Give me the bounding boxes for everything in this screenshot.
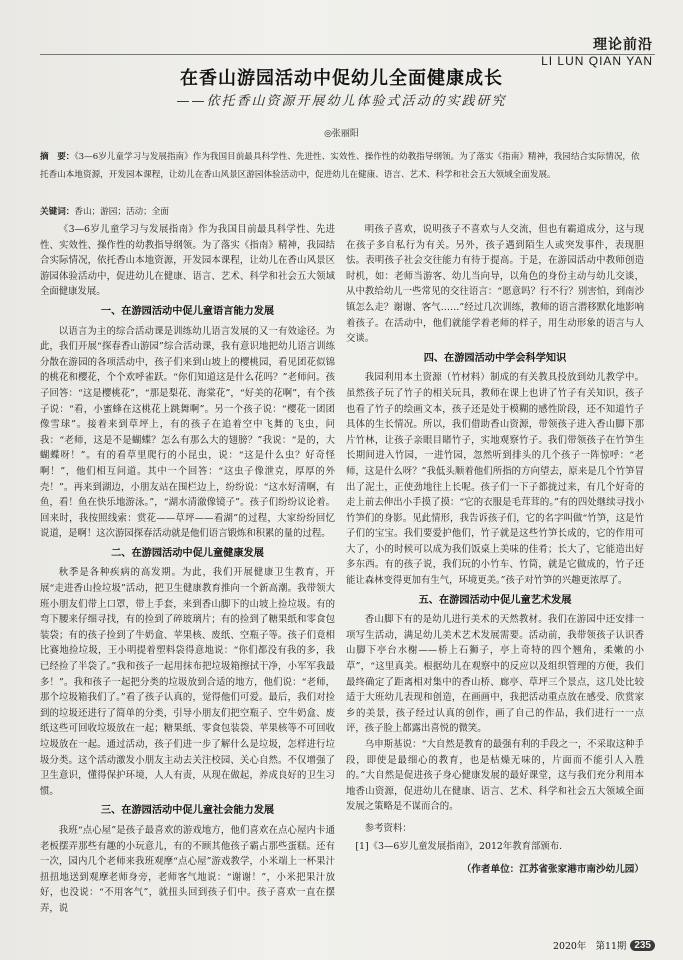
abstract-label: 摘 要：: [40, 152, 75, 162]
references-heading: 参考资料：: [364, 822, 412, 834]
conclusion-paragraph: 乌申斯基说：“大自然是教育的最强有利的手段之一，不采取这种手段，即使是最细心的教育，也是枯燥无味的，片面而不能引人入胜的。”大自然是促进孩子身心健康发展的最好课堂，这与我们充分利用本地香山资源，促进幼儿在健康、语言、艺术、科学和社会五大领域全面发展之策略是不谋而合的。: [346, 739, 644, 813]
abstract: [40, 148, 648, 184]
issue-label: 2020年 第11期: [553, 941, 627, 952]
abstract-text: 《3—6岁儿童学习与发展指南》作为我国目前最具科学性、先进性、实效性、操作性的幼教指导纲领。为了落实《指南》精神，我园结合实际情况，依托香山本地资源，开发园本课程，让幼儿在香山风景区游园体验活动中，促进幼儿在健康、语言、艺术、科学和社会五大领域全面发展。: [40, 152, 640, 180]
left-column: [40, 222, 335, 917]
article-subtitle: ——依托香山资源开展幼儿体验式活动的实践研究: [176, 94, 507, 109]
section-4-heading: 四、在游园活动中学会科学知识: [423, 352, 567, 364]
section-2-paragraph: 秋季是各种疾病的高发期。为此，我们开展健康卫生教育，开展“走进香山捡垃圾”活动，把卫生健康教育推向一个新高潮。我带领大班小朋友们带上口罩，带上手套，来到香山脚下的山坡上捡垃圾。有的弯下腰来仔细寻找，有的捡到了碎玻璃片；有的捡到了糖果纸和零食包装袋；有的孩子捡到了牛奶盒、苹果核、废纸、空瓶子等。孩子们竟相比赛地捡垃圾，王小明提着塑料袋得意地说：“你们都没有我的多，我已经捡了半袋了。”我和孩子一起用抹布把垃圾箱擦拭干净，小军军我最多！”。我和孩子一起把分类的垃圾放到合适的地方，他们说：“老师，那个垃圾箱我们了。”看了孩子认真的，觉得他们可爱。最后，我们对捡到的垃圾还进行了简单的分类，引导小朋友们把空瓶子、空牛奶盒、废纸这些可回收垃圾放在一起；糖果纸、零食包装袋、苹果核等不可回收垃圾放在一起。通过活动，孩子们进一步了解什么是垃圾，怎样进行垃圾分类。这个活动激发小朋友主动去关注校园、关心自然。不仅增强了卫生意识，懂得保护环境，人人有责，从现在做起，养成良好的卫生习惯。: [40, 567, 335, 797]
article-author: ◎张丽阳: [324, 129, 359, 139]
column-header-cn: 理论前沿: [593, 37, 653, 53]
keywords-text: 香山；游园；活动；全面: [74, 207, 169, 217]
section-1-paragraph: 以语言为主的综合活动课是训练幼儿语言发展的又一有效途径。为此，我们开展“探春香山游园”综合活动课，我有意识地把幼儿语言训练分散在游园的各项活动中，孩子们来到山坡上的樱桃园，看见团花似锦的桃花和樱花，个个欢呼雀跃。“你们知道这是什么花吗？”老师问。孩子回答：“这是樱桃花”，“那是梨花、海棠花”，“好美的花啊”，有个孩子说：“看，小蜜蜂在这桃花上跳舞啊”。另一个孩子说：“樱花一团团像雪球”。接着来到草坪上，有的孩子在追着空中飞舞的飞虫，问我：“老师，这是不是蝴蝶？怎么有那么大的翅膀？”我说：“是的，大蝴蝶呀！”。有的看草里爬行的小昆虫，说：“这是什么虫？好奇怪啊！”，他们相互问道。其中一个回答：“这虫子像泄克，厚厚的外壳！”。再来到湖边，小朋友站在围栏边上，纷纷说：“这水好清啊，有鱼，看！鱼在快乐地游泳。”，“湖水清澈像镜子”。孩子们纷纷议论着。回来时，我按照线索：赏花——草坪——看湖”的过程，大家纷纷回忆说道，是啊！这次游园探春活动就是他们语言锻炼和积累的量的过程。: [40, 325, 335, 540]
page-footer: [553, 938, 655, 952]
author-unit: （作者单位：江苏省张家港市南沙幼儿园）: [461, 864, 644, 876]
section-3-continued-paragraph: 明孩子喜欢，说明孩子不喜欢与人交流，但也有霸道成分，这与现在孩子多自私行为有关。另外，孩子遇到陌生人或突发事件，表现胆怯。表明孩子社会交往能力有待于提高。于是，在游园活动中教师创造时机，如：老师当游客、幼儿当向导，以角色的身份主动与幼儿交谈，从中教给幼儿一些常见的交往语言：“愿意吗？行不行？别害怕，到南沙镇怎么走？谢谢、客气……”经过几次训练，教师的语言潜移默化地影响着孩子。在活动中，他们就能学着老师的样子，用生动形象的语言与人交谈。: [346, 224, 644, 345]
page-number: 235: [630, 940, 655, 951]
section-1-heading: 一、在游园活动中促儿童语言能力发展: [100, 305, 275, 317]
keywords-label: 关键词：: [40, 207, 75, 217]
intro-paragraph: 《3—6岁儿童学习与发展指南》作为我国目前最具科学性、先进性、实效性、操作性的幼教指导纲领。为了落实《指南》精神，我园结合实际情况，依托香山本地资源，开发园本课程，让幼儿在香山风景区游园体验活动中，促进幼儿在健康、语言、艺术、科学和社会五大领域全面健康发展。: [40, 224, 335, 298]
keywords: [40, 205, 648, 217]
section-5-heading: 五、在游园活动中促儿童艺术发展: [418, 594, 572, 606]
article-title: 在香山游园活动中促幼儿全面健康成长: [180, 68, 503, 89]
header-rule: [40, 54, 655, 55]
section-4-paragraph: 我园利用本土资源（竹材料）制成的有关教具投放到幼儿教学中。虽然孩子玩了竹子的相关玩具，教师在课上也讲了竹子有关知识，孩子也看了竹子的绘画文本，孩子还是处于模糊的感性阶段，还不知道竹子具体的生长情况。所以，我们借助香山资源，带领孩子进入香山脚下那片竹林，让孩子亲眼目睹竹子，实地观察竹子。我们带领孩子在竹笋生长期间进入竹园，一进竹园，忽然听到排头的几个孩子一阵惊呼：“老师，这是什么呀？”我低头顺着他们所指的方向望去，原来是几个竹笋冒出了泥土，正使劲地往上长呢。孩子们一下子都拢过来，有几个好奇的走上前去伸出小手摸了摸：“它的衣服是毛茸茸的。”有的四处继续寻找小竹笋们的身影。见此情形，我告诉孩子们，它的名字叫做“竹笋，这是竹子们的宝宝。我们要爱护他们，竹子就是这些竹笋长成的，它的作用可大了，小的时候可以成为我们饭桌上美味的佳肴；长大了，它能造出好多东西。有的孩子说，我们玩的小竹车、竹筒，就是它做成的，竹子还能让森林变得更加有生气，环境更美。”孩子对竹笋的兴趣更浓厚了。: [346, 372, 644, 587]
section-2-heading: 二、在游园活动中促儿童健康发展: [111, 547, 264, 559]
section-5-paragraph: 香山脚下有的是幼儿进行美术的天然教材。我们在游园中还安排一项写生活动，满足幼儿美术艺术发展需要。活动前，我带领孩子认识香山脚下亭台水榭——桥上石狮子，亭上奇特的四个翘角，柔嫩的小草”，“这里真美。根据幼儿在观察中的反应以及组织管理的方便，我们最终确定了距离相对集中的香山桥、廊亭、草坪三个景点，这几处比较适于大班幼儿表现和创造，在画画中，我把活动重点放在感受、欣赏家乡的美景，孩子经过认真的创作，画了自己的作品，我们进行一一点评，孩子脸上都露出喜悦的微笑。: [346, 614, 644, 735]
section-3-paragraph: 我班“点心屋”是孩子最喜欢的游戏地方，他们喜欢在点心屋内卡通老板摆弄那些有趣的小玩意儿，有的不顾其他孩子霸占那些蛋糕。还有一次，园内几个老师来我班观摩“点心屋”游戏教学，小米端上一杯果汁扭扭地送到观摩老师身旁，老师客气地说：“谢谢！”，小米把果汁放好，也没说：“不用客气”，就扭头回到孩子们中。孩子喜欢一直在摆弄，说: [40, 824, 335, 914]
reference-item: [1]《3—6岁儿童发展指南》，2012年教育部颁布.: [355, 840, 563, 852]
right-column: [346, 222, 644, 878]
section-3-heading: 三、在游园活动中促儿童社会能力发展: [100, 805, 275, 817]
column-header: [541, 34, 653, 68]
column-header-en: LI LUN QIAN YAN: [541, 54, 653, 68]
